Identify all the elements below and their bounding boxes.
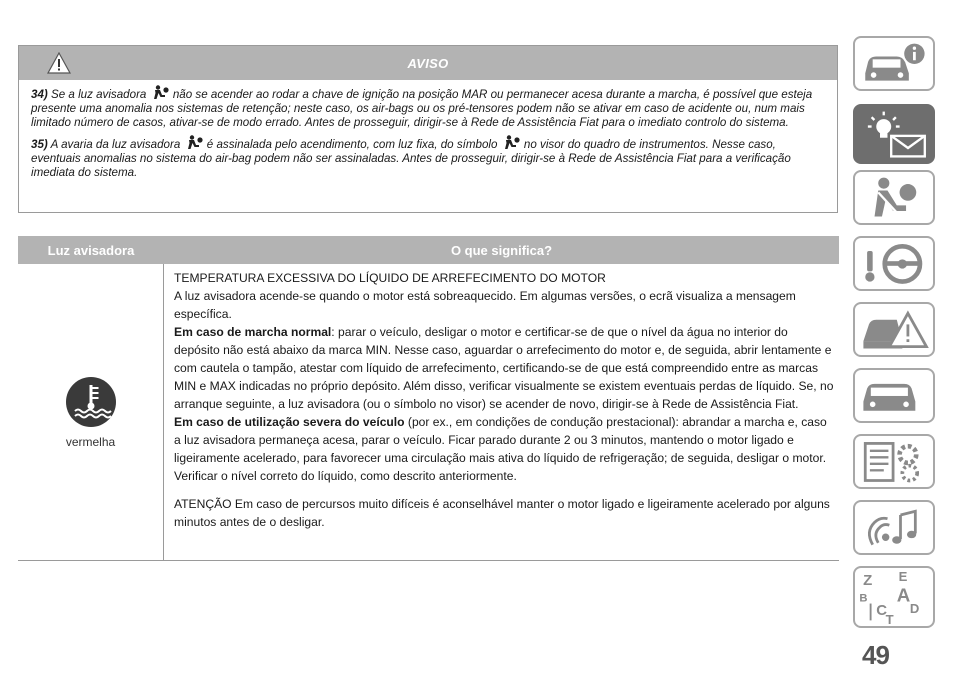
emergency-icon <box>855 304 933 355</box>
airbag-warning-icon <box>502 135 520 150</box>
coolant-temperature-icon <box>64 375 118 429</box>
index-letter: C <box>876 601 888 619</box>
maintenance-icon <box>855 370 933 421</box>
index-letter: B <box>859 592 868 605</box>
table-row <box>18 264 839 561</box>
technical-data-icon <box>855 436 933 487</box>
index-letter: D <box>909 600 920 616</box>
meaning-paragraph: A luz avisadora acende-se quando o motor está sobreaquecido. Em algumas versões, o ecrã visualiza a mensagem específica. <box>174 289 796 321</box>
column-header-meaning: O que significa? <box>450 242 553 258</box>
index-letter: T <box>885 612 894 626</box>
tab-warning-lights[interactable] <box>853 104 935 164</box>
tab-safety[interactable] <box>853 170 935 225</box>
car-info-icon <box>855 38 933 89</box>
warning-light-table <box>18 236 839 561</box>
tab-driving[interactable] <box>853 236 935 291</box>
note-34: 34) Se a luz avisadora não se acender ao rodar a chave de ignição na posição MAR ou permanecer acesa durante a marcha, é possível que esteja presente uma anomalia nos sistemas de retenção; neste caso, os air-bags ou os pré-tensores podem não se ativar em caso de acidente ou, num mais limitado número de casos, ativar-se de modo errado. Antes de prosseguir, dirigir-se à Rede de Assistência Fiat para o imediato controlo do sistema. <box>31 85 827 130</box>
meaning-paragraph: Em caso de marcha normal: parar o veículo, desligar o motor e certificar-se de que o nível da água no interior do depósito não está abaixo da marca MIN. Nesse caso, aguardar o arrefecimento do motor e, de seguida, abrir lentamente e com cautela o tampão, atestar com líquido de arrefecimento, certificando-se de que está compreendido entre as marcas MIN e MAX indicadas no próprio depósito. Além disso, verificar visualmente se existem eventuais perdas de líquido. Se, no arranque seguinte, a luz avisadora (ou o símbolo no visor) se acender de novo, dirigir-se à Rede de Assistência Fiat. <box>174 325 834 411</box>
meaning-cell <box>164 264 839 560</box>
airbag-warning-icon <box>185 135 203 150</box>
index-letter: A <box>896 584 911 606</box>
warning-box-header <box>19 46 837 80</box>
warning-box-title: AVISO <box>407 55 449 71</box>
note-35: 35) A avaria da luz avisadora é assinalada pelo acendimento, com luz fixa, do símbolo no visor do quadro de instrumentos. Nesse caso, eventuais anomalias no sistema do air-bag podem não ser assinaladas. Antes de prosseguir, dirigir-se à Rede de Assistência Fiat para a verificação imediata do sistema. <box>31 135 827 180</box>
tab-technical-data[interactable] <box>853 434 935 489</box>
index-letter: E <box>898 569 908 585</box>
meaning-title: TEMPERATURA EXCESSIVA DO LÍQUIDO DE ARREFECIMENTO DO MOTOR <box>174 271 606 285</box>
warning-box <box>18 45 838 213</box>
index-letter: Z <box>863 571 873 589</box>
safety-icon <box>855 172 933 223</box>
tab-maintenance[interactable] <box>853 368 935 423</box>
meaning-paragraph: Em caso de utilização severa do veículo (por ex., em condições de condução prestacional): abrandar a marcha e, caso a luz avisadora permaneça acesa, parar o veículo. Ficar parado durante 2 ou 3 minutos, mantendo o motor ligado e ligeiramente acelerado, para favorecer uma circulação mais ativa do líquido de refrigeração; de seguida, desligar o motor. Verificar o nível correto do líquido, como descrito anteriormente. <box>174 415 827 483</box>
warning-light-cell <box>18 264 164 560</box>
warning-triangle-icon <box>47 52 71 74</box>
tab-emergency[interactable] <box>853 302 935 357</box>
multimedia-icon <box>855 502 933 553</box>
tab-car-info[interactable] <box>853 36 935 91</box>
tab-index[interactable] <box>853 566 935 628</box>
airbag-warning-icon <box>151 85 169 100</box>
table-header <box>18 236 839 264</box>
warning-lights-icon <box>855 106 933 162</box>
lamp-color-label: vermelha <box>65 435 116 449</box>
warning-box-body <box>19 80 837 180</box>
index-icon <box>855 568 933 626</box>
page-number: 49 <box>862 640 889 670</box>
driving-icon <box>855 238 933 289</box>
tab-multimedia[interactable] <box>853 500 935 555</box>
meaning-attention: ATENÇÃO Em caso de percursos muito difíceis é aconselhável manter o motor ligado e ligeiramente acelerado por alguns minutos antes de o desligar. <box>174 497 830 529</box>
column-header-warning-light: Luz avisadora <box>47 242 135 258</box>
